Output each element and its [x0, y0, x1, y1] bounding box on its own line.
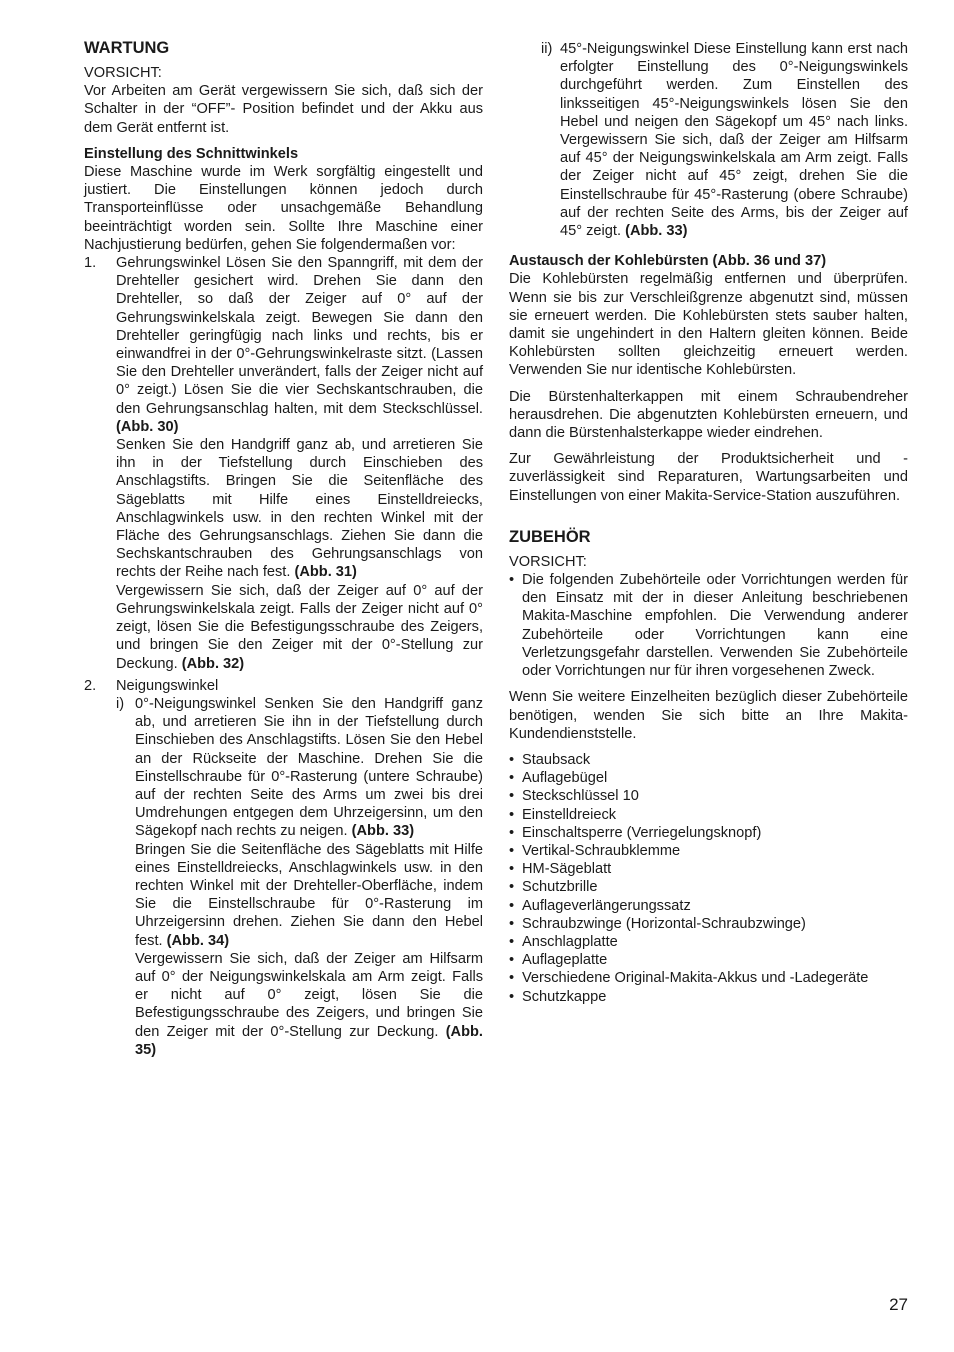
- list-item: [509, 878, 908, 896]
- accessory-item: Verschiedene Original-Makita-Akkus und -Ladegeräte: [522, 970, 869, 987]
- bullet-icon: •: [509, 788, 515, 805]
- list-item: [509, 988, 908, 1006]
- sub-item-i: [116, 695, 483, 1059]
- figure-ref-33: (Abb. 33): [351, 823, 415, 840]
- page-number: 27: [889, 1295, 908, 1314]
- list-item: [509, 897, 908, 915]
- bullet-icon: •: [509, 915, 515, 932]
- bullet-icon: •: [509, 572, 515, 589]
- list-item: [509, 915, 908, 933]
- item-1-paragraph-2: Senken Sie den Handgriff ganz ab, und arretieren Sie ihn in der Tiefstellung durch Einschieben des Anschlagstifts. Bringen Sie die Seitenfläche des Sägeblatts mit Hilfe eines Einstelldreiecks, Anschlagwinkels usw. in den rechten Winkel mit der Fläche des Gehrungsanschlags. Ziehen Sie dann die Sechskantschrauben des Gehrungsanschlags von rechts der Reihe nach fest.: [116, 437, 483, 581]
- accessory-list: [509, 751, 908, 1006]
- caution-list: [509, 571, 908, 680]
- right-column: [509, 40, 908, 1006]
- heading-kohlebuersten: Austausch der Kohlebürsten (Abb. 36 und 37): [509, 253, 827, 270]
- sub-ii-paragraph: 45°-Neigungswinkel Diese Einstellung kann erst nach erfolgter Einstellung des 0°-Neigungswinkels durchgeführt werden. Zum Einstellen des linksseitigen 45°-Neigungswinkels lösen Sie den Hebel und neigen den Sägekopf um 45° nach links. Vergewissern Sie sich, daß der Zeiger am Hilfsarm auf 45° der Neigungswinkelskala am Arm zeigt. Falls der Zeiger nicht auf 45° zeigt, drehen Sie die Einstellschraube für 45°-Rasterung (obere Schraube) auf der rechten Seite des Arms, bis der Zeiger auf 45° zeigt.: [560, 41, 908, 240]
- list-item: [509, 751, 908, 769]
- wartung-text: Vor Arbeiten am Gerät vergewissern Sie sich, daß sich der Schalter in der “OFF”- Position befindet und der Akku aus dem Gerät entfernt ist.: [84, 83, 483, 136]
- caution-bullet-text: Die folgenden Zubehörteile oder Vorrichtungen werden für den Einsatz mit der in dieser Anleitung beschriebenen Makita-Maschine empfohlen. Die Verwendung anderer Zubehörteile oder Vorrichtungen kann eine Verletzungsgefahr darstellen. Verwenden Sie Zubehörteile oder Vorrichtungen nur für ihren vorgesehenen Zweck.: [522, 572, 908, 680]
- list-item: [509, 842, 908, 860]
- item-number: 1.: [84, 255, 97, 272]
- sub-i-paragraph-2: Bringen Sie die Seitenfläche des Sägeblatts mit Hilfe eines Einstelldreiecks, Anschlagwinkels usw. in den rechten Winkel mit der Drehteller-Oberfläche, indem Sie die Einstellschraube für 0°-Rasterung im Uhrzeigersinn drehen. Ziehen Sie dann den Hebel fest.: [135, 841, 483, 949]
- sub-item-ii-body: [560, 40, 908, 240]
- heading-schnittwinkel: Einstellung des Schnittwinkels: [84, 145, 299, 162]
- list-item: [509, 806, 908, 824]
- left-column: [84, 38, 483, 1059]
- sub-item-mark: ii): [541, 41, 553, 57]
- bullet-icon: •: [509, 824, 515, 841]
- item-1-paragraph-3: Vergewissern Sie sich, daß der Zeiger auf 0° auf der Gehrungswinkelskala zeigt. Falls der Zeiger nicht auf 0° zeigt, lösen Sie die Befestigungsschraube des Zeigers, und bringen Sie den Zeiger mit der 0°-Stellung zur Deckung.: [116, 582, 483, 672]
- heading-wartung: WARTUNG: [84, 39, 170, 57]
- kohle-paragraph-1: Die Kohlebürsten regelmäßig entfernen und überprüfen. Wenn sie bis zur Verschleißgrenze abgenutzt sind, müssen sie erneuert werden. Die Kohlebürsten stets sauber halten, damit sie ungehindert in den Haltern gleiten können. Beide Kohlebürsten sollten gleichzeitig erneuert werden. Verwenden Sie nur identische Kohlebürsten.: [509, 271, 908, 379]
- accessory-item: Auflageplatte: [522, 952, 608, 969]
- list-item: [509, 769, 908, 787]
- accessory-item: Anschlagplatte: [522, 933, 618, 950]
- list-item: [509, 969, 908, 987]
- bullet-icon: •: [509, 988, 515, 1005]
- list-item: [509, 951, 908, 969]
- accessory-item: Auflagebügel: [522, 770, 608, 787]
- sub-i-paragraph-1: 0°-Neigungswinkel Senken Sie den Handgriff ganz ab, und arretieren Sie ihn in der Tiefstellung durch Einschieben des Anschlagstifts. Lösen Sie den Hebel an der Rückseite der Maschine. Drehen Sie die Einstellschraube für 0°-Rasterung (untere Schraube) auf der rechten Seite des Arms um zwei bis drei Umdrehungen entgegen dem Uhrzeigersinn, um den Sägekopf nach rechts zu neigen.: [135, 695, 483, 840]
- heading-zubehoer: ZUBEHÖR: [509, 527, 591, 546]
- item-1-body: [116, 254, 483, 673]
- accessory-item: Einschaltsperre (Verriegelungsknopf): [522, 824, 762, 841]
- item-number: 2.: [84, 677, 97, 694]
- bullet-icon: •: [509, 952, 515, 969]
- bullet-icon: •: [509, 933, 515, 950]
- list-item: [509, 933, 908, 951]
- list-item: [509, 787, 908, 805]
- bullet-icon: •: [509, 879, 515, 896]
- bullet-icon: •: [509, 970, 515, 987]
- sub-item-mark: i): [116, 695, 125, 712]
- zubehoer-info: Wenn Sie weitere Einzelheiten bezüglich dieser Zubehörteile benötigen, wenden Sie sich bitte an Ihre Makita-Kundendienststelle.: [509, 689, 908, 742]
- accessory-item: Steckschlüssel 10: [522, 788, 639, 805]
- figure-ref-30: (Abb. 30): [116, 418, 179, 435]
- bullet-icon: •: [509, 751, 515, 768]
- accessory-item: Schraubzwinge (Horizontal-Schraubzwinge): [522, 915, 806, 932]
- figure-ref-35: (Abb. 35): [135, 1023, 483, 1058]
- sub-item-i-body: [135, 695, 483, 1059]
- item-2-body: [116, 677, 483, 1059]
- caution-label: VORSICHT:: [509, 553, 587, 570]
- accessory-item: HM-Sägeblatt: [522, 861, 612, 878]
- caution-label: VORSICHT:: [84, 65, 162, 81]
- accessory-item: Vertikal-Schraubklemme: [522, 842, 681, 859]
- figure-ref-33: (Abb. 33): [625, 223, 688, 240]
- list-item-2: [84, 677, 483, 1059]
- accessory-item: Schutzbrille: [522, 879, 598, 896]
- list-item: [509, 824, 908, 842]
- item-1-paragraph-1: Gehrungswinkel Lösen Sie den Spanngriff, mit dem der Drehteller gesichert wird. Drehen Sie dann den Drehteller, so daß der Zeiger auf 0° auf der Gehrungswinkelskala zeigt. Bewegen Sie dann den Drehteller geringfügig nach links und rechts, bis er einwandfrei in der 0°-Gehrungswinkelraste sitzt. (Lassen Sie den Drehteller unverändert, falls der Zeiger nicht auf 0° zeigt.) Lösen Sie die vier Sechskantschrauben, die den Gehrungsanschlag halten, mit dem Steckschlüssel.: [116, 255, 483, 417]
- list-item: [509, 571, 908, 680]
- accessory-item: Schutzkappe: [522, 988, 607, 1005]
- bullet-icon: •: [509, 897, 515, 914]
- sub-i-paragraph-3: Vergewissern Sie sich, daß der Zeiger am Hilfsarm auf 0° der Neigungswinkelskala am Arm zeigt. Falls er nicht auf 0° zeigt, lösen Sie die Befestigungsschraube des Zeigers, und bringen Sie den Zeiger mit der 0°-Stellung zur Deckung.: [135, 950, 483, 1040]
- accessory-item: Einstelldreieck: [522, 806, 617, 823]
- bullet-icon: •: [509, 770, 515, 787]
- schnittwinkel-intro: Diese Maschine wurde im Werk sorgfältig eingestellt und justiert. Die Einstellungen können jedoch durch Transporteinflüsse oder unsachgemäße Behandlung beeinträchtigt worden sein. Sollte Ihre Maschine einer Nachjustierung bedürfen, gehen Sie folgendermaßen vor:: [84, 164, 483, 253]
- bullet-icon: •: [509, 806, 515, 823]
- figure-ref-32: (Abb. 32): [181, 655, 245, 672]
- item-2-title: Neigungswinkel: [116, 677, 219, 694]
- figure-ref-34: (Abb. 34): [166, 932, 230, 949]
- list-item: [509, 860, 908, 878]
- accessory-item: Staubsack: [522, 751, 591, 768]
- list-item-1: [84, 254, 483, 673]
- bullet-icon: •: [509, 842, 515, 859]
- kohle-paragraph-3: Zur Gewährleistung der Produktsicherheit und -zuverlässigkeit sind Reparaturen, Wartungsarbeiten und Einstellungen von einer Makita-Service-Station auszuführen.: [509, 451, 908, 504]
- accessory-item: Auflageverlängerungssatz: [522, 897, 691, 914]
- kohle-paragraph-2: Die Bürstenhalterkappen mit einem Schraubendreher herausdrehen. Die abgenutzten Kohlebürsten erneuern, und dann die Bürstenhalsterkappe wieder eindrehen.: [509, 388, 908, 442]
- figure-ref-31: (Abb. 31): [294, 564, 357, 581]
- bullet-icon: •: [509, 861, 515, 878]
- sub-item-ii: [509, 40, 908, 240]
